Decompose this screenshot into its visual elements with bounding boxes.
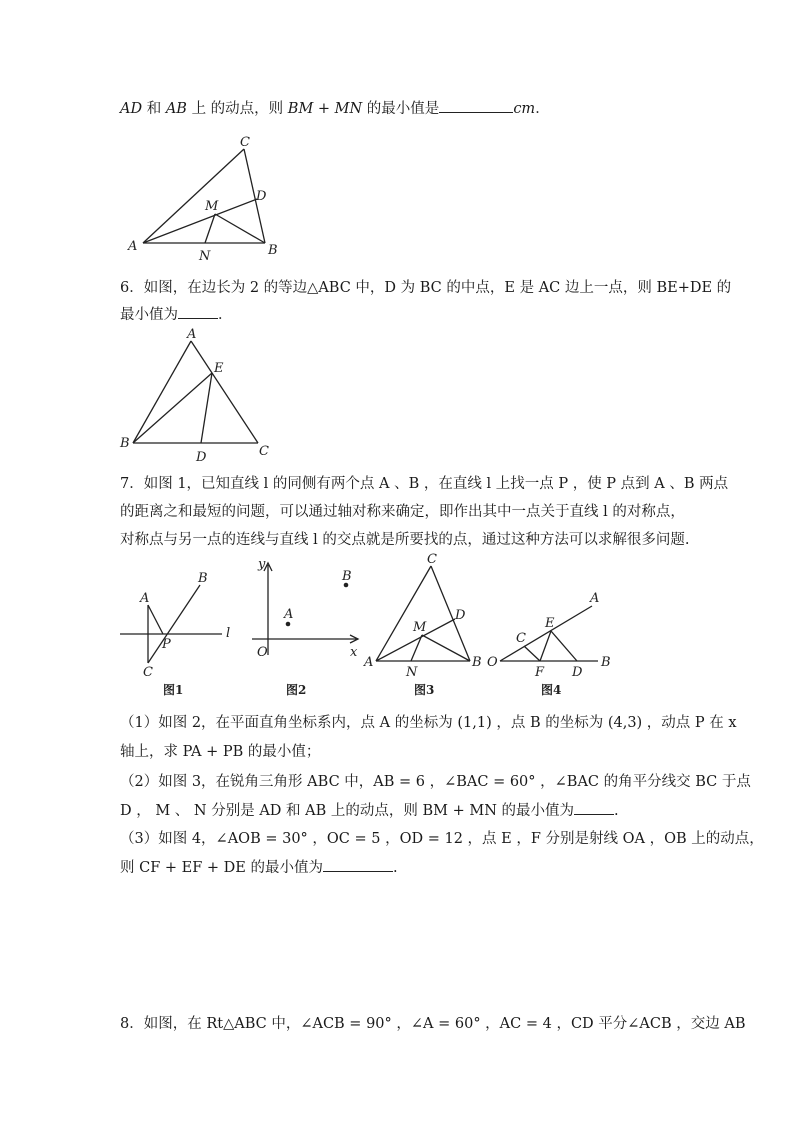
q5-seg-text: 上 的动点，则 bbox=[186, 101, 288, 117]
fig2-label-a: A bbox=[284, 607, 294, 622]
q7-fig1 bbox=[120, 571, 230, 697]
fig2-label-o: O bbox=[257, 645, 268, 660]
q5-label-d: D bbox=[256, 189, 267, 204]
q6-label-d: D bbox=[196, 450, 207, 465]
fig4-label-o: O bbox=[487, 655, 498, 670]
fig1-label-b: B bbox=[198, 571, 208, 586]
q7-fig3 bbox=[363, 552, 482, 697]
q7-sub2-answer-blank[interactable] bbox=[574, 800, 614, 815]
q8-line1: 8．如图，在 Rt△ABC 中，∠ACB = 90° ，∠A = 60° ，AC = 4 ，CD 平分∠ACB ，交边 AB bbox=[120, 1016, 746, 1032]
q7-fig2 bbox=[252, 557, 358, 697]
q7-line2: 的距离之和最短的问题，可以通过轴对称来确定，即作出其中一点关于直线 l 的对称点， bbox=[120, 504, 685, 520]
q7-sub2-line-a: （2）如图 3，在锐角三角形 ABC 中，AB = 6 ，∠BAC = 60° ，∠BAC 的角平分线交 BC 于点 bbox=[120, 774, 751, 790]
q6-label-c: C bbox=[259, 444, 269, 459]
fig1-label-a: A bbox=[140, 591, 150, 606]
q6-label-e: E bbox=[214, 361, 224, 376]
fig1-label-p: P bbox=[162, 637, 171, 652]
q5-seg-period: ． bbox=[535, 101, 550, 117]
q6-line1: 6．如图，在边长为 2 的等边△ABC 中，D 为 BC 的中点，E 是 AC 边上一点，则 BE+DE 的 bbox=[120, 280, 732, 296]
q7-sub2-text: D ， M 、 N 分别是 AD 和 AB 上的动点，则 BM + MN 的最小值为 bbox=[120, 803, 574, 819]
q5-label-b: B bbox=[268, 243, 278, 258]
fig2-label-x: x bbox=[350, 645, 358, 660]
q6-line2-text: 最小值为 bbox=[120, 307, 178, 323]
q7-line3: 对称点与另一点的连线与直线 l 的交点就是所要找的点，通过这种方法可以求解很多问题. bbox=[120, 532, 690, 548]
q7-sub3-text: 则 CF + EF + DE 的最小值为 bbox=[120, 860, 323, 876]
q7-sub3-answer-blank[interactable] bbox=[323, 857, 393, 872]
fig4-caption: 图4 bbox=[541, 683, 562, 697]
q5-seg-expr: BM + MN bbox=[287, 101, 363, 117]
fig2-label-b: B bbox=[342, 569, 352, 584]
q5-label-a: A bbox=[128, 239, 138, 254]
q5-seg-ad: AD bbox=[120, 101, 143, 117]
fig4-label-d: D bbox=[572, 665, 583, 680]
fig4-label-f: F bbox=[535, 665, 545, 680]
fig2-label-y: y bbox=[258, 557, 266, 572]
fig3-label-b: B bbox=[472, 655, 482, 670]
q7-sub3-period: . bbox=[392, 860, 398, 876]
q6-label-b: B bbox=[120, 436, 130, 451]
q7-sub1-line-b: 轴上，求 PA + PB 的最小值； bbox=[120, 744, 321, 760]
fig1-caption: 图1 bbox=[163, 683, 184, 697]
q7-sub1-line-a: （1）如图 2，在平面直角坐标系内，点 A 的坐标为 (1,1) ，点 B 的坐标为 (4,3) ，动点 P 在 x bbox=[120, 715, 737, 731]
q5-label-c: C bbox=[240, 135, 250, 150]
fig1-label-c: C bbox=[143, 665, 153, 680]
q6-label-a: A bbox=[187, 327, 197, 342]
q5-label-m: M bbox=[205, 199, 219, 214]
fig3-label-a: A bbox=[364, 655, 374, 670]
q5-seg-text2: 的最小值是 bbox=[362, 101, 440, 117]
q6-line2-period: ． bbox=[218, 307, 233, 323]
q7-line1: 7．如图 1，已知直线 l 的同侧有两个点 A 、B ，在直线 l 上找一点 P ，使 P 点到 A 、B 两点 bbox=[120, 476, 729, 492]
fig3-label-d: D bbox=[455, 608, 466, 623]
fig3-label-c: C bbox=[427, 552, 437, 567]
q7-fig4 bbox=[487, 591, 611, 697]
fig4-label-a: A bbox=[590, 591, 600, 606]
fig3-caption: 图3 bbox=[414, 683, 435, 697]
fig4-label-e: E bbox=[545, 616, 555, 631]
q5-seg-ab: AB bbox=[165, 101, 187, 117]
fig3-label-n: N bbox=[406, 665, 418, 680]
fig1-label-l: l bbox=[226, 626, 231, 641]
q5-seg-unit: cm bbox=[513, 101, 536, 117]
q5-seg-and: 和 bbox=[142, 101, 166, 117]
fig4-label-c: C bbox=[516, 631, 526, 646]
q7-sub2-period: . bbox=[614, 803, 619, 819]
q5-label-n: N bbox=[199, 249, 211, 264]
fig4-label-b: B bbox=[601, 655, 611, 670]
fig3-label-m: M bbox=[413, 620, 427, 635]
q7-sub3-line-b bbox=[120, 857, 398, 878]
q7-sub3-line-a: （3）如图 4，∠AOB = 30° ，OC = 5 ，OD = 12 ，点 E ，F 分别是射线 OA ，OB 上的动点， bbox=[120, 831, 764, 847]
q7-sub2-line-b bbox=[120, 800, 619, 821]
fig2-caption: 图2 bbox=[286, 683, 307, 697]
